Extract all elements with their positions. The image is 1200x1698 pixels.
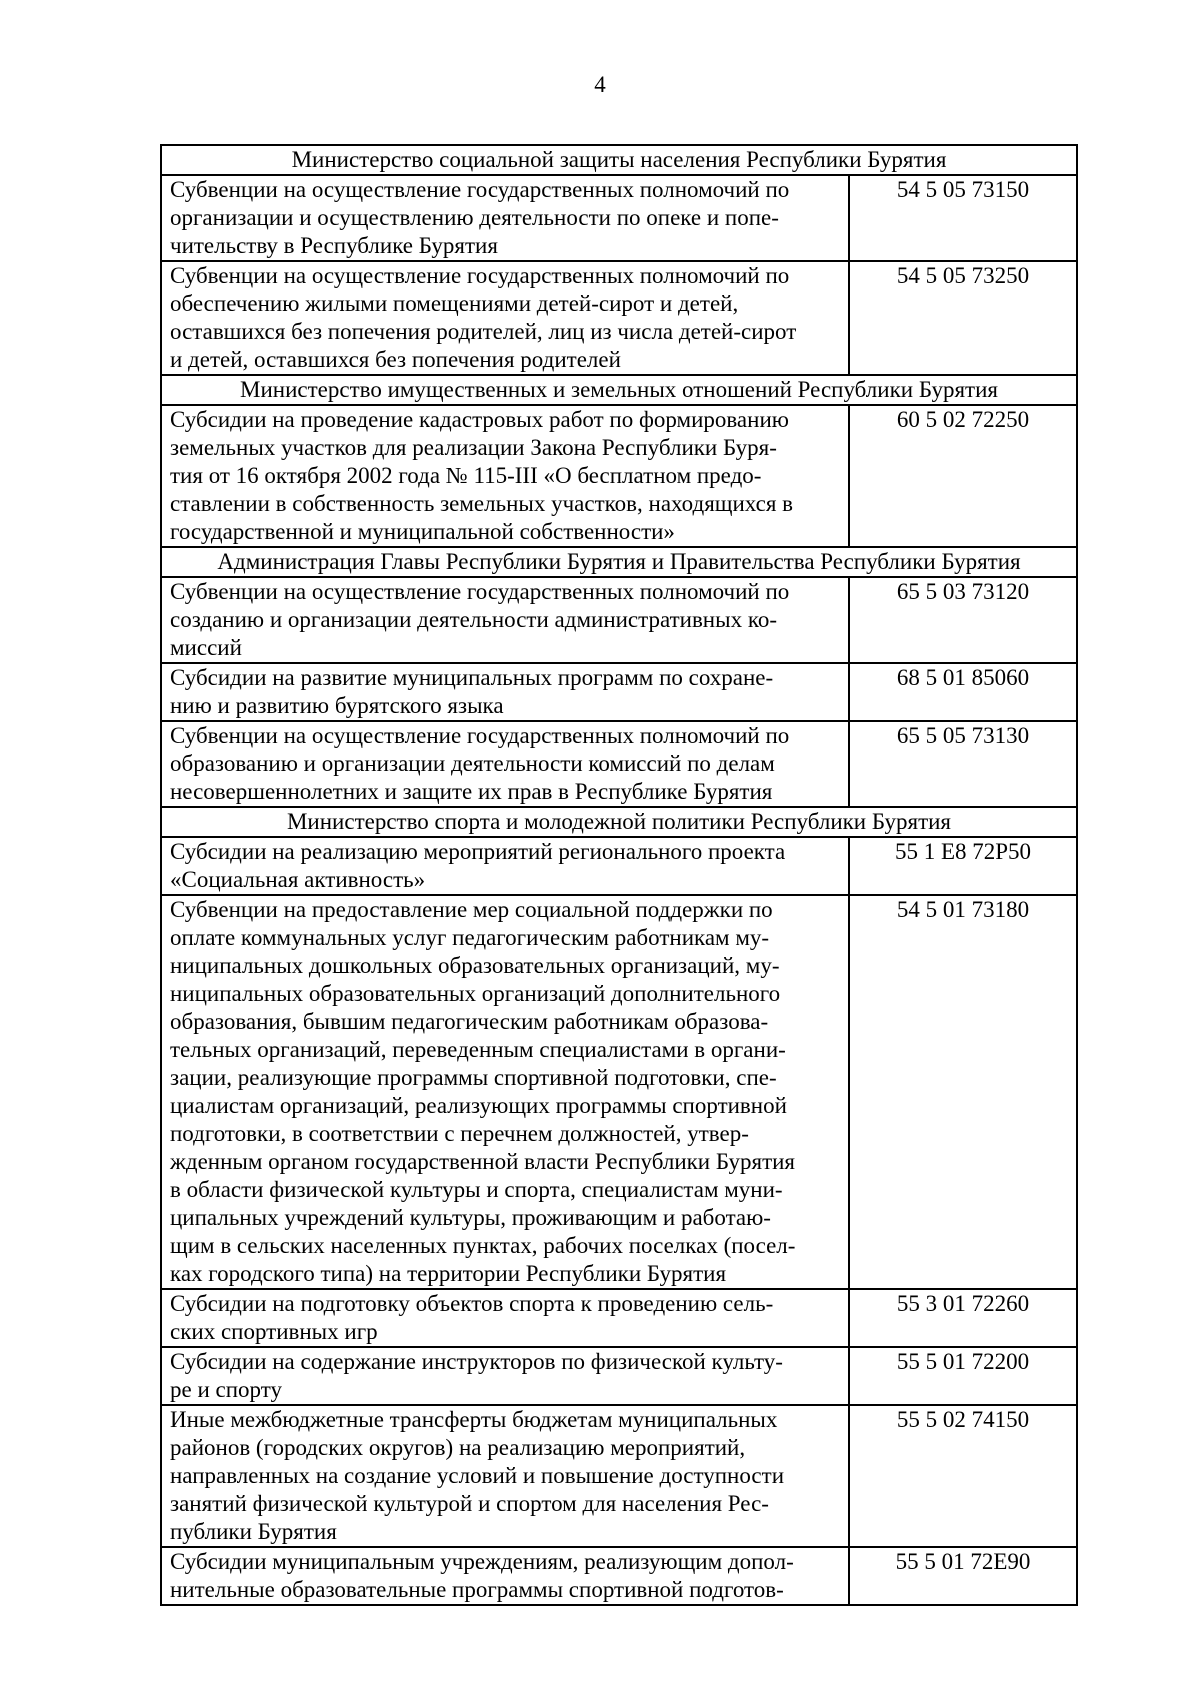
row-description <box>161 1547 849 1605</box>
page-number: 4 <box>594 72 606 97</box>
table-row <box>161 1547 1077 1605</box>
table-row <box>161 721 1077 807</box>
table-row <box>161 577 1077 663</box>
description-line: ниципальных образовательных организаций дополнительного <box>170 981 781 1006</box>
row-description <box>161 577 849 663</box>
description-line: зации, реализующие программы спортивной подготовки, спе- <box>170 1065 777 1090</box>
description-line: Субсидии на содержание инструкторов по физической культу- <box>170 1349 783 1374</box>
section-title: Министерство социальной защиты населения Республики Бурятия <box>161 145 1077 175</box>
description-line: тия от 16 октября 2002 года № 115-III «О бесплатном предо- <box>170 463 762 488</box>
row-description <box>161 663 849 721</box>
row-description <box>161 175 849 261</box>
row-description <box>161 837 849 895</box>
description-line: образования, бывшим педагогическим работникам образова- <box>170 1009 769 1034</box>
row-description <box>161 1289 849 1347</box>
budget-code: 54 5 01 73180 <box>849 895 1077 1289</box>
description-line: нию и развитию бурятского языка <box>170 693 504 718</box>
description-line: подготовки, в соответствии с перечнем должностей, утвер- <box>170 1121 749 1146</box>
description-line: обеспечению жилыми помещениями детей-сирот и детей, <box>170 291 739 316</box>
description-line: Субвенции на осуществление государственных полномочий по <box>170 579 790 604</box>
section-header-row <box>161 547 1077 577</box>
section-header-row <box>161 807 1077 837</box>
description-line: Субвенции на предоставление мер социальной поддержки по <box>170 897 773 922</box>
description-line: и детей, оставшихся без попечения родителей <box>170 347 621 372</box>
description-line: ставлении в собственность земельных участков, находящихся в <box>170 491 794 516</box>
table-row <box>161 1405 1077 1547</box>
section-title: Министерство спорта и молодежной политики Республики Бурятия <box>161 807 1077 837</box>
table-row <box>161 261 1077 375</box>
row-description <box>161 1347 849 1405</box>
section-header-row <box>161 145 1077 175</box>
description-line: оставшихся без попечения родителей, лиц из числа детей-сирот <box>170 319 797 344</box>
budget-code: 55 5 02 74150 <box>849 1405 1077 1547</box>
description-line: районов (городских округов) на реализацию мероприятий, <box>170 1435 746 1460</box>
description-line: несовершеннолетних и защите их прав в Республике Бурятия <box>170 779 773 804</box>
description-line: государственной и муниципальной собственности» <box>170 519 675 544</box>
description-line: чительству в Республике Бурятия <box>170 233 498 258</box>
description-line: ских спортивных игр <box>170 1319 378 1344</box>
section-title: Министерство имущественных и земельных отношений Республики Бурятия <box>161 375 1077 405</box>
description-line: организации и осуществлению деятельности по опеке и попе- <box>170 205 779 230</box>
table-row <box>161 895 1077 1289</box>
description-line: ципальных учреждений культуры, проживающим и работаю- <box>170 1205 771 1230</box>
section-header-row <box>161 375 1077 405</box>
description-line: земельных участков для реализации Закона Республики Буря- <box>170 435 777 460</box>
row-description <box>161 895 849 1289</box>
description-line: циалистам организаций, реализующих программы спортивной <box>170 1093 787 1118</box>
budget-code: 55 3 01 72260 <box>849 1289 1077 1347</box>
description-line: «Социальная активность» <box>170 867 426 892</box>
description-line: ре и спорту <box>170 1377 282 1402</box>
budget-code: 54 5 05 73150 <box>849 175 1077 261</box>
description-line: тельных организаций, переведенным специалистами в органи- <box>170 1037 786 1062</box>
table-row <box>161 405 1077 547</box>
budget-code: 55 1 E8 72P50 <box>849 837 1077 895</box>
description-line: Иные межбюджетные трансферты бюджетам муниципальных <box>170 1407 778 1432</box>
row-description <box>161 405 849 547</box>
description-line: жденным органом государственной власти Республики Бурятия <box>170 1149 796 1174</box>
table-row <box>161 837 1077 895</box>
description-line: оплате коммунальных услуг педагогическим работникам му- <box>170 925 770 950</box>
section-title: Администрация Главы Республики Бурятия и Правительства Республики Бурятия <box>161 547 1077 577</box>
description-line: созданию и организации деятельности административных ко- <box>170 607 777 632</box>
description-line: нительные образовательные программы спортивной подготов- <box>170 1577 784 1602</box>
description-line: Субсидии муниципальным учреждениям, реализующим допол- <box>170 1549 794 1574</box>
description-line: в области физической культуры и спорта, специалистам муни- <box>170 1177 783 1202</box>
description-line: Субсидии на подготовку объектов спорта к проведению сель- <box>170 1291 774 1316</box>
table-row <box>161 1347 1077 1405</box>
description-line: ниципальных дошкольных образовательных организаций, му- <box>170 953 780 978</box>
budget-code: 55 5 01 72200 <box>849 1347 1077 1405</box>
description-line: образованию и организации деятельности комиссий по делам <box>170 751 775 776</box>
budget-code: 68 5 01 85060 <box>849 663 1077 721</box>
description-line: направленных на создание условий и повышение доступности <box>170 1463 785 1488</box>
budget-code: 65 5 05 73130 <box>849 721 1077 807</box>
row-description <box>161 721 849 807</box>
description-line: публики Бурятия <box>170 1519 337 1544</box>
row-description <box>161 261 849 375</box>
description-line: ках городского типа) на территории Республики Бурятия <box>170 1261 727 1286</box>
description-line: занятий физической культурой и спортом для населения Рес- <box>170 1491 769 1516</box>
table-row <box>161 663 1077 721</box>
table-body <box>161 145 1077 1605</box>
budget-code: 54 5 05 73250 <box>849 261 1077 375</box>
description-line: щим в сельских населенных пунктах, рабочих поселках (посел- <box>170 1233 796 1258</box>
budget-code: 60 5 02 72250 <box>849 405 1077 547</box>
description-line: Субвенции на осуществление государственных полномочий по <box>170 177 790 202</box>
description-line: Субсидии на развитие муниципальных программ по сохране- <box>170 665 774 690</box>
table-row <box>161 1289 1077 1347</box>
description-line: миссий <box>170 635 242 660</box>
description-line: Субсидии на проведение кадастровых работ по формированию <box>170 407 789 432</box>
budget-code: 65 5 03 73120 <box>849 577 1077 663</box>
table-row <box>161 175 1077 261</box>
description-line: Субсидии на реализацию мероприятий регионального проекта <box>170 839 786 864</box>
description-line: Субвенции на осуществление государственных полномочий по <box>170 263 790 288</box>
row-description <box>161 1405 849 1547</box>
description-line: Субвенции на осуществление государственных полномочий по <box>170 723 790 748</box>
budget-code: 55 5 01 72E90 <box>849 1547 1077 1605</box>
subsidies-table <box>160 144 1078 1606</box>
